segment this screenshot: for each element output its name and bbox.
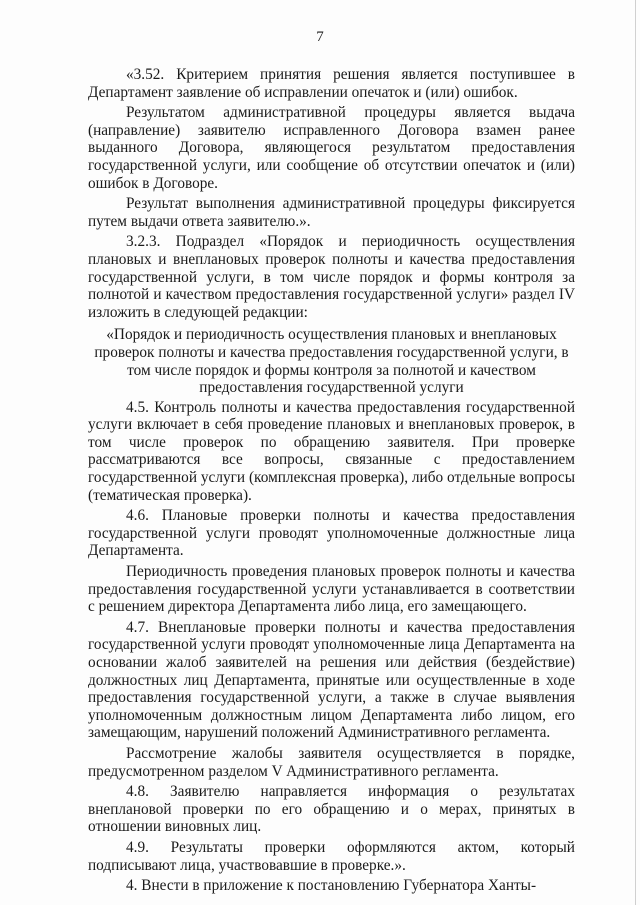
paragraph-4-7: 4.7. Внеплановые проверки полноты и качества предоставления государственной услуги проводят уполномоченные лица Департамента на основании жалоб заявителей на решения или действия (бездействие) должностных лиц Департамента, принятые или осуществленные в ходе предоставления государственной услуги, а также в случае выявления уполномоченным должностным лицом Департамента либо лицом, его замещающим, нарушений положений Административного регламента. <box>88 618 575 742</box>
paragraph-3-52: «3.52. Критерием принятия решения является поступившее в Департамент заявление об исправлении опечаток и (или) ошибок. <box>88 66 575 101</box>
paragraph-complaint: Рассмотрение жалобы заявителя осуществляется в порядке, предусмотренном разделом V Административного регламента. <box>88 744 575 780</box>
paragraph-3-2-3: 3.2.3. Подраздел «Порядок и периодичность осуществления плановых и внеплановых проверок полноты и качества предоставления государственной услуги, в том числе порядок и формы контроля за полнотой и качеством предоставления государственной услуги» раздел IV изложить в следующей редакции: <box>88 233 575 321</box>
paragraph-result: Результатом административной процедуры является выдача (направление) заявителю исправленного Договора взамен ранее выданного Договора, являющегося результатом предоставления государственной услуги, или сообщение об отсутствии опечаток и (или) ошибок в Договоре. <box>88 104 575 192</box>
section-heading: «Порядок и периодичность осуществления плановых и внеплановых проверок полноты и качества предоставления государственной услуги, в том числе порядок и формы контроля за полнотой и качеством предоставления государственной услуги <box>94 326 569 397</box>
page-edge-line <box>635 0 636 905</box>
page-number: 7 <box>316 29 324 45</box>
document-body <box>88 66 575 895</box>
paragraph-4: 4. Внести в приложение к постановлению Губернатора Ханты- <box>126 877 537 895</box>
paragraph-result-fixed: Результат выполнения административной процедуры фиксируется путем выдачи ответа заявителю.». <box>88 195 575 230</box>
paragraph-4-5: 4.5. Контроль полноты и качества предоставления государственной услуги включает в себя проведение плановых и внеплановых проверок, в том числе проверок по обращению заявителя. При проверке рассматриваются все вопросы, связанные с предоставлением государственной услуги (комплексная проверка), либо отдельные вопросы (тематическая проверка). <box>88 398 575 504</box>
paragraph-4-8: 4.8. Заявителю направляется информация о результатах внеплановой проверки по его обращению и о мерах, принятых в отношении виновных лиц. <box>88 783 575 836</box>
paragraph-periodicity: Периодичность проведения плановых проверок полноты и качества предоставления государственной услуги устанавливается в соответствии с решением директора Департамента либо лица, его замещающего. <box>88 563 575 616</box>
paragraph-4-9: 4.9. Результаты проверки оформляются актом, который подписывают лица, участвовавшие в проверке.». <box>88 838 575 874</box>
paragraph-4-6: 4.6. Плановые проверки полноты и качества предоставления государственной услуги проводят уполномоченные должностные лица Департамента. <box>88 507 575 560</box>
